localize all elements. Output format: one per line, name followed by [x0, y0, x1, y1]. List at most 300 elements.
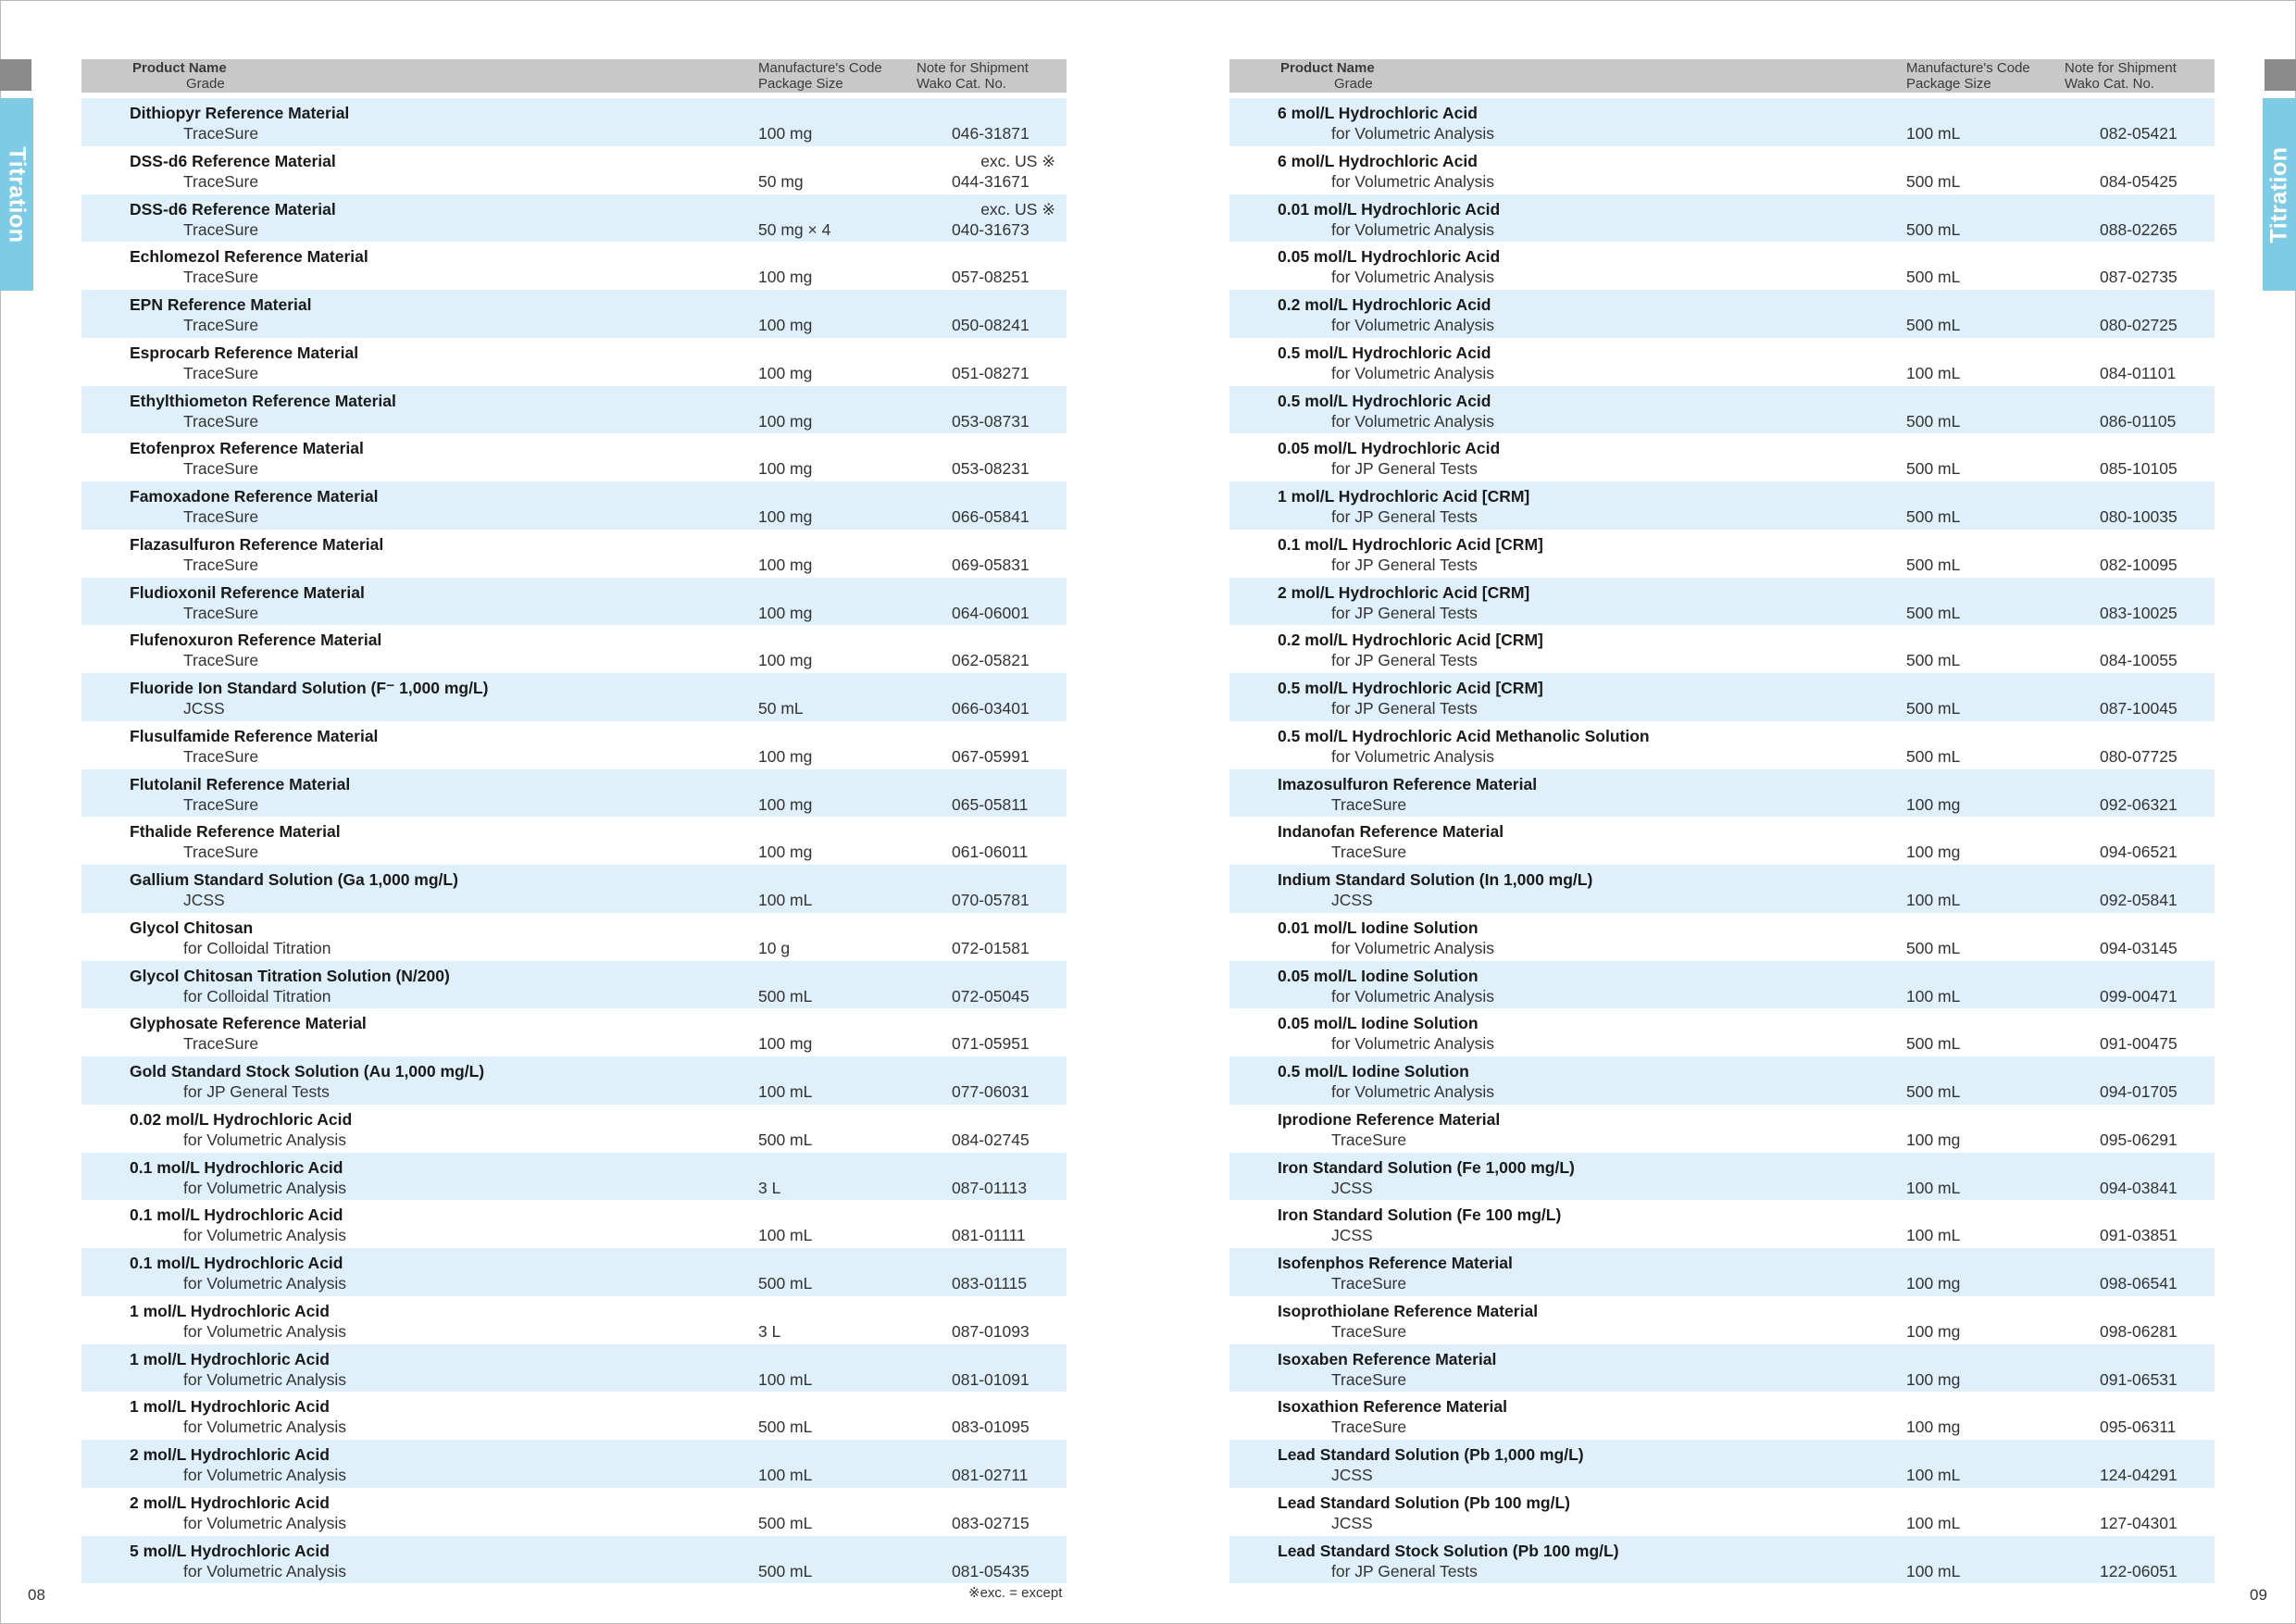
package-size: 500 mL — [1906, 1034, 1961, 1054]
table-row — [81, 1392, 1067, 1440]
product-grade: for Volumetric Analysis — [183, 1561, 347, 1580]
header-product-name: Product Name — [1280, 60, 1375, 76]
table-row — [81, 1153, 1067, 1201]
product-grade: TraceSure — [183, 843, 259, 862]
table-row — [81, 1105, 1067, 1153]
table-row — [81, 290, 1067, 338]
product-name: 0.1 mol/L Hydrochloric Acid — [130, 1206, 343, 1225]
product-grade: TraceSure — [183, 171, 259, 191]
wako-cat-no: 050-08241 — [952, 316, 1029, 334]
header-package-size: Package Size — [1906, 76, 1991, 92]
product-grade: JCSS — [183, 891, 225, 909]
table-row — [81, 1344, 1067, 1393]
wako-cat-no: 083-02715 — [952, 1513, 1029, 1532]
package-size: 500 mL — [1906, 603, 1961, 622]
product-grade: for Colloidal Titration — [183, 986, 331, 1006]
product-name: Fludioxonil Reference Material — [130, 582, 365, 602]
table-row — [81, 481, 1067, 530]
table-row — [1229, 242, 2215, 290]
product-name: Ethylthiometon Reference Material — [130, 391, 396, 410]
table-row — [1229, 1440, 2215, 1488]
table-row — [1229, 194, 2215, 243]
product-name: 0.1 mol/L Hydrochloric Acid [CRM] — [1278, 534, 1543, 554]
package-size: 500 mL — [1906, 651, 1961, 670]
wako-cat-no: 099-00471 — [2100, 986, 2177, 1006]
package-size: 100 mg — [1906, 1369, 1961, 1389]
package-size: 100 mg — [1906, 1321, 1961, 1341]
product-name: 0.5 mol/L Iodine Solution — [1278, 1062, 1469, 1081]
table-row — [1229, 721, 2215, 769]
package-size: 500 mL — [1906, 268, 1961, 287]
wako-cat-no: 080-02725 — [2100, 316, 2177, 334]
product-grade: for Volumetric Analysis — [183, 1369, 347, 1389]
package-size: 100 mg — [758, 651, 813, 670]
product-grade: TraceSure — [183, 268, 259, 287]
product-grade: for Volumetric Analysis — [1331, 1082, 1495, 1101]
package-size: 500 mL — [1906, 746, 1961, 766]
package-size: 3 L — [758, 1178, 781, 1197]
table-row — [1229, 865, 2215, 913]
header-grade: Grade — [1334, 76, 1373, 92]
product-name: Indanofan Reference Material — [1278, 822, 1504, 842]
product-grade: JCSS — [1331, 1178, 1373, 1197]
product-name: Isoxathion Reference Material — [1278, 1397, 1507, 1417]
package-size: 500 mL — [1906, 699, 1961, 718]
product-name: Isoprothiolane Reference Material — [1278, 1301, 1539, 1320]
table-row — [1229, 673, 2215, 721]
product-grade: TraceSure — [1331, 843, 1407, 862]
product-grade: for Volumetric Analysis — [183, 1226, 347, 1245]
wako-cat-no: 081-01091 — [952, 1369, 1029, 1389]
table-row — [81, 1536, 1067, 1584]
table-row — [81, 1488, 1067, 1536]
product-name: 0.1 mol/L Hydrochloric Acid — [130, 1157, 343, 1177]
product-grade: for JP General Tests — [1331, 459, 1478, 479]
table-row — [1229, 578, 2215, 626]
package-size: 500 mL — [1906, 938, 1961, 957]
package-size: 100 mg — [758, 411, 813, 431]
product-name: 0.1 mol/L Hydrochloric Acid — [130, 1254, 343, 1272]
table-row — [1229, 1344, 2215, 1393]
product-grade: for Volumetric Analysis — [1331, 219, 1495, 239]
package-size: 100 mg — [1906, 794, 1961, 814]
shipment-note: exc. US ※ — [980, 199, 1055, 219]
package-size: 100 mg — [758, 316, 813, 334]
wako-cat-no: 091-00475 — [2100, 1034, 2177, 1054]
product-grade: for Volumetric Analysis — [1331, 938, 1495, 957]
table-row — [1229, 817, 2215, 865]
product-name: 0.02 mol/L Hydrochloric Acid — [130, 1109, 353, 1129]
product-name: 1 mol/L Hydrochloric Acid — [130, 1301, 330, 1320]
wako-cat-no: 082-10095 — [2100, 555, 2177, 574]
table-row — [81, 386, 1067, 434]
header-wako-cat-no: Wako Cat. No. — [2065, 76, 2154, 92]
wako-cat-no: 065-05811 — [952, 794, 1029, 814]
wako-cat-no: 044-31671 — [952, 171, 1029, 191]
product-grade: TraceSure — [1331, 1274, 1407, 1293]
table-row — [81, 338, 1067, 386]
package-size: 500 mL — [1906, 411, 1961, 431]
product-grade: TraceSure — [1331, 794, 1407, 814]
package-size: 100 mL — [1906, 1178, 1961, 1197]
wako-cat-no: 080-07725 — [2100, 746, 2177, 766]
wako-cat-no: 069-05831 — [952, 555, 1029, 574]
table-row — [81, 1200, 1067, 1248]
product-grade: for Volumetric Analysis — [1331, 363, 1495, 382]
product-grade: TraceSure — [183, 124, 259, 143]
product-name: 0.01 mol/L Hydrochloric Acid — [1278, 199, 1501, 219]
product-name: Iron Standard Solution (Fe 100 mg/L) — [1278, 1206, 1562, 1225]
wako-cat-no: 094-01705 — [2100, 1082, 2177, 1101]
header-product-name: Product Name — [132, 60, 227, 76]
product-name: Dithiopyr Reference Material — [130, 104, 350, 122]
product-name: 0.5 mol/L Hydrochloric Acid [CRM] — [1278, 679, 1543, 697]
wako-cat-no: 053-08231 — [952, 459, 1029, 479]
product-grade: for JP General Tests — [1331, 1561, 1478, 1580]
package-size: 500 mL — [1906, 459, 1961, 479]
wako-cat-no: 094-06521 — [2100, 843, 2177, 862]
package-size: 100 mL — [758, 1466, 813, 1484]
table-body — [81, 98, 1067, 1583]
wako-cat-no: 091-06531 — [2100, 1369, 2177, 1389]
right-section-tab — [2263, 98, 2296, 291]
header-grade: Grade — [186, 76, 225, 92]
product-name: Iron Standard Solution (Fe 1,000 mg/L) — [1278, 1157, 1575, 1177]
product-name: Fluoride Ion Standard Solution (F⁻ 1,000 mg/L) — [130, 679, 489, 697]
product-name: Isoxaben Reference Material — [1278, 1349, 1497, 1368]
table-row — [81, 769, 1067, 818]
header-package-size: Package Size — [758, 76, 843, 92]
product-grade: TraceSure — [183, 507, 259, 526]
product-name: 2 mol/L Hydrochloric Acid — [130, 1493, 330, 1512]
product-name: 0.2 mol/L Hydrochloric Acid [CRM] — [1278, 631, 1543, 650]
product-name: Gold Standard Stock Solution (Au 1,000 mg/L) — [130, 1062, 485, 1081]
left-section-tab — [0, 98, 33, 291]
product-name: Glycol Chitosan Titration Solution (N/200) — [130, 966, 450, 985]
wako-cat-no: 067-05991 — [952, 746, 1029, 766]
package-size: 100 mL — [758, 1369, 813, 1389]
header-manufacturer-code: Manufacture's Code — [1906, 60, 2030, 76]
table-row — [81, 1296, 1067, 1344]
wako-cat-no: 084-02745 — [952, 1130, 1029, 1149]
product-name: Famoxadone Reference Material — [130, 487, 379, 506]
wako-cat-no: 081-01111 — [952, 1226, 1026, 1245]
product-name: 0.5 mol/L Hydrochloric Acid — [1278, 391, 1491, 410]
product-grade: for Volumetric Analysis — [1331, 268, 1495, 287]
right-section-tab-label: Titration — [2265, 145, 2292, 244]
wako-cat-no: 057-08251 — [952, 268, 1029, 287]
product-name: Flusulfamide Reference Material — [130, 726, 379, 745]
wako-cat-no: 081-05435 — [952, 1561, 1029, 1580]
product-grade: for JP General Tests — [1331, 555, 1478, 574]
package-size: 50 mg × 4 — [758, 219, 831, 239]
product-grade: TraceSure — [183, 219, 259, 239]
table-row — [1229, 530, 2215, 578]
table-row — [1229, 1536, 2215, 1584]
product-grade: TraceSure — [1331, 1369, 1407, 1389]
wako-cat-no: 084-01101 — [2100, 363, 2177, 382]
product-name: 1 mol/L Hydrochloric Acid [CRM] — [1278, 487, 1530, 506]
wako-cat-no: 085-10105 — [2100, 459, 2177, 479]
product-grade: TraceSure — [183, 746, 259, 766]
right-product-table — [1229, 59, 2215, 1580]
table-row — [1229, 1248, 2215, 1296]
package-size: 100 mL — [1906, 124, 1961, 143]
product-grade: TraceSure — [183, 411, 259, 431]
wako-cat-no: 127-04301 — [2100, 1513, 2177, 1532]
package-size: 100 mL — [1906, 986, 1961, 1006]
package-size: 100 mg — [1906, 1274, 1961, 1293]
package-size: 500 mL — [1906, 316, 1961, 334]
product-grade: for Volumetric Analysis — [183, 1418, 347, 1437]
right-gray-marker — [2265, 59, 2296, 91]
product-grade: TraceSure — [183, 459, 259, 479]
wako-cat-no: 053-08731 — [952, 411, 1029, 431]
product-grade: for JP General Tests — [1331, 507, 1478, 526]
product-grade: for JP General Tests — [1331, 603, 1478, 622]
header-manufacturer-code: Manufacture's Code — [758, 60, 882, 76]
product-grade: for JP General Tests — [1331, 699, 1478, 718]
header-note-for-shipment: Note for Shipment — [2065, 60, 2177, 76]
header-note-for-shipment: Note for Shipment — [917, 60, 1029, 76]
shipment-note: exc. US ※ — [980, 151, 1055, 170]
product-name: Glyphosate Reference Material — [130, 1014, 367, 1033]
product-grade: TraceSure — [183, 794, 259, 814]
table-row — [81, 242, 1067, 290]
table-row — [1229, 386, 2215, 434]
package-size: 500 mL — [1906, 219, 1961, 239]
product-name: Etofenprox Reference Material — [130, 439, 364, 458]
package-size: 100 mL — [1906, 891, 1961, 909]
wako-cat-no: 098-06541 — [2100, 1274, 2177, 1293]
wako-cat-no: 087-01113 — [952, 1178, 1028, 1197]
package-size: 500 mL — [1906, 507, 1961, 526]
table-row — [81, 433, 1067, 481]
table-row — [1229, 98, 2215, 146]
table-row — [1229, 290, 2215, 338]
wako-cat-no: 081-02711 — [952, 1466, 1029, 1484]
table-body — [1229, 98, 2215, 1583]
package-size: 100 mg — [1906, 843, 1961, 862]
package-size: 500 mL — [758, 1274, 813, 1293]
product-name: Echlomezol Reference Material — [130, 247, 368, 267]
package-size: 100 mg — [1906, 1130, 1961, 1149]
wako-cat-no: 082-05421 — [2100, 124, 2177, 143]
table-row — [81, 673, 1067, 721]
package-size: 100 mL — [1906, 1226, 1961, 1245]
package-size: 100 mg — [758, 603, 813, 622]
package-size: 500 mL — [758, 1561, 813, 1580]
product-grade: for Volumetric Analysis — [183, 1466, 347, 1484]
wako-cat-no: 066-03401 — [952, 699, 1029, 718]
product-grade: for JP General Tests — [1331, 651, 1478, 670]
table-header — [81, 59, 1067, 93]
table-row — [1229, 961, 2215, 1009]
package-size: 100 mg — [758, 843, 813, 862]
product-name: 6 mol/L Hydrochloric Acid — [1278, 151, 1478, 170]
product-name: 0.05 mol/L Hydrochloric Acid — [1278, 247, 1501, 267]
wako-cat-no: 046-31871 — [952, 124, 1029, 143]
product-grade: for Volumetric Analysis — [1331, 411, 1495, 431]
package-size: 100 mg — [758, 363, 813, 382]
package-size: 500 mL — [1906, 171, 1961, 191]
product-grade: JCSS — [1331, 1226, 1373, 1245]
product-name: Glycol Chitosan — [130, 918, 254, 937]
product-grade: for Volumetric Analysis — [183, 1178, 347, 1197]
wako-cat-no: 072-05045 — [952, 986, 1029, 1006]
product-grade: for Colloidal Titration — [183, 938, 331, 957]
package-size: 100 mg — [758, 555, 813, 574]
table-row — [1229, 1296, 2215, 1344]
table-row — [81, 578, 1067, 626]
product-grade: for Volumetric Analysis — [183, 1274, 347, 1293]
table-row — [81, 1440, 1067, 1488]
product-name: Iprodione Reference Material — [1278, 1109, 1501, 1129]
product-grade: for Volumetric Analysis — [183, 1130, 347, 1149]
wako-cat-no: 051-08271 — [952, 363, 1029, 382]
product-grade: for Volumetric Analysis — [1331, 124, 1495, 143]
package-size: 100 mg — [758, 459, 813, 479]
package-size: 100 mg — [758, 746, 813, 766]
wako-cat-no: 092-05841 — [2100, 891, 2177, 909]
product-grade: for Volumetric Analysis — [183, 1513, 347, 1532]
wako-cat-no: 084-10055 — [2100, 651, 2177, 670]
package-size: 500 mL — [758, 986, 813, 1006]
package-size: 50 mL — [758, 699, 804, 718]
product-name: Lead Standard Solution (Pb 1,000 mg/L) — [1278, 1445, 1584, 1464]
table-row — [1229, 1105, 2215, 1153]
table-header — [1229, 59, 2215, 93]
wako-cat-no: 098-06281 — [2100, 1321, 2177, 1341]
table-row — [1229, 1008, 2215, 1056]
wako-cat-no: 086-01105 — [2100, 411, 2177, 431]
product-grade: JCSS — [1331, 891, 1373, 909]
package-size: 100 mg — [758, 124, 813, 143]
product-name: Indium Standard Solution (In 1,000 mg/L) — [1278, 870, 1593, 889]
product-name: 1 mol/L Hydrochloric Acid — [130, 1349, 330, 1368]
product-name: 0.05 mol/L Hydrochloric Acid — [1278, 439, 1501, 458]
wako-cat-no: 083-10025 — [2100, 603, 2177, 622]
table-row — [81, 1056, 1067, 1105]
table-row — [1229, 146, 2215, 194]
table-row — [81, 817, 1067, 865]
wako-cat-no: 080-10035 — [2100, 507, 2177, 526]
package-size: 100 mL — [1906, 1513, 1961, 1532]
table-row — [1229, 1488, 2215, 1536]
package-size: 100 mL — [1906, 1466, 1961, 1484]
table-row — [81, 1008, 1067, 1056]
product-grade: TraceSure — [183, 363, 259, 382]
package-size: 100 mL — [758, 1226, 813, 1245]
product-name: 0.5 mol/L Hydrochloric Acid Methanolic Solution — [1278, 726, 1650, 745]
product-grade: TraceSure — [183, 555, 259, 574]
wako-cat-no: 083-01095 — [952, 1418, 1029, 1437]
product-name: 2 mol/L Hydrochloric Acid [CRM] — [1278, 582, 1530, 602]
product-name: 0.2 mol/L Hydrochloric Acid — [1278, 295, 1491, 314]
wako-cat-no: 077-06031 — [952, 1082, 1029, 1101]
product-name: 0.05 mol/L Iodine Solution — [1278, 1014, 1479, 1033]
table-row — [1229, 481, 2215, 530]
wako-cat-no: 061-06011 — [952, 843, 1029, 862]
product-grade: TraceSure — [1331, 1418, 1407, 1437]
product-name: Imazosulfuron Reference Material — [1278, 774, 1538, 793]
package-size: 10 g — [758, 938, 791, 957]
product-grade: TraceSure — [183, 316, 259, 334]
package-size: 100 mL — [758, 891, 813, 909]
product-name: Flutolanil Reference Material — [130, 774, 351, 793]
table-row — [1229, 625, 2215, 673]
wako-cat-no: 122-06051 — [2100, 1561, 2177, 1580]
wako-cat-no: 087-01093 — [952, 1321, 1029, 1341]
product-name: Gallium Standard Solution (Ga 1,000 mg/L) — [130, 870, 458, 889]
wako-cat-no: 094-03841 — [2100, 1178, 2177, 1197]
product-name: 6 mol/L Hydrochloric Acid — [1278, 104, 1478, 122]
product-name: 0.05 mol/L Iodine Solution — [1278, 966, 1479, 985]
product-name: 1 mol/L Hydrochloric Acid — [130, 1397, 330, 1417]
table-row — [1229, 338, 2215, 386]
footnote: ※exc. = except — [968, 1585, 1063, 1601]
product-grade: for Volumetric Analysis — [1331, 746, 1495, 766]
product-grade: JCSS — [1331, 1466, 1373, 1484]
wako-cat-no: 083-01115 — [952, 1274, 1028, 1293]
table-row — [1229, 1392, 2215, 1440]
package-size: 100 mg — [1906, 1418, 1961, 1437]
product-name: Isofenphos Reference Material — [1278, 1254, 1513, 1272]
wako-cat-no: 092-06321 — [2100, 794, 2177, 814]
product-grade: TraceSure — [1331, 1321, 1407, 1341]
package-size: 100 mL — [758, 1082, 813, 1101]
package-size: 100 mg — [758, 1034, 813, 1054]
product-grade: TraceSure — [183, 1034, 259, 1054]
left-product-table — [81, 59, 1067, 1580]
wako-cat-no: 091-03851 — [2100, 1226, 2177, 1245]
table-row — [81, 530, 1067, 578]
product-name: Flazasulfuron Reference Material — [130, 534, 384, 554]
table-row — [81, 625, 1067, 673]
left-section-tab-label: Titration — [4, 145, 31, 244]
product-grade: TraceSure — [183, 603, 259, 622]
package-size: 100 mg — [758, 507, 813, 526]
wako-cat-no: 087-10045 — [2100, 699, 2177, 718]
wako-cat-no: 040-31673 — [952, 219, 1029, 239]
wako-cat-no: 066-05841 — [952, 507, 1029, 526]
product-grade: TraceSure — [1331, 1130, 1407, 1149]
product-name: 2 mol/L Hydrochloric Acid — [130, 1445, 330, 1464]
product-name: Flufenoxuron Reference Material — [130, 631, 382, 650]
wako-cat-no: 095-06311 — [2100, 1418, 2177, 1437]
wako-cat-no: 064-06001 — [952, 603, 1029, 622]
table-row — [1229, 1200, 2215, 1248]
table-row — [81, 961, 1067, 1009]
package-size: 500 mL — [1906, 1082, 1961, 1101]
product-grade: JCSS — [1331, 1513, 1373, 1532]
product-grade: for Volumetric Analysis — [1331, 316, 1495, 334]
wako-cat-no: 062-05821 — [952, 651, 1029, 670]
table-row — [81, 913, 1067, 961]
table-row — [81, 865, 1067, 913]
package-size: 100 mg — [758, 268, 813, 287]
product-name: 0.5 mol/L Hydrochloric Acid — [1278, 343, 1491, 362]
package-size: 100 mg — [758, 794, 813, 814]
package-size: 100 mL — [1906, 363, 1961, 382]
product-grade: for JP General Tests — [183, 1082, 330, 1101]
table-row — [81, 146, 1067, 194]
table-row — [1229, 1153, 2215, 1201]
table-row — [81, 194, 1067, 243]
table-row — [81, 1248, 1067, 1296]
left-gray-marker — [0, 59, 31, 91]
package-size: 3 L — [758, 1321, 781, 1341]
